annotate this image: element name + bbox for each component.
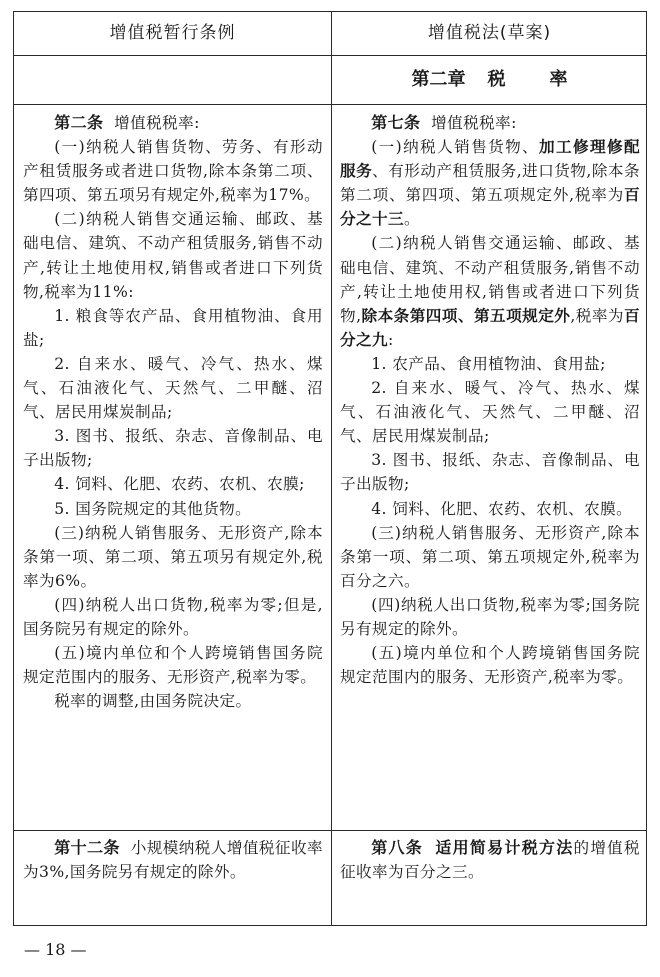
chapter-title-a: 税 [487,69,506,90]
article-title: 增值税税率: [114,114,200,132]
old-article-2 [14,111,331,713]
paragraph: (一)纳税人销售货物、加工修理修配服务、有形动产租赁服务,进口货物,除本条第二项、第四项、第五项规定外,税率为百分之十三。 [340,137,640,229]
article-number: 第十二条 [54,838,120,857]
new-article-7 [331,111,648,689]
chapter-heading [331,56,648,104]
header-right: 增值税法(草案) [427,23,552,43]
paragraph: (二)纳税人销售交通运输、邮政、基础电信、建筑、不动产租赁服务,销售不动产,转让土地使用权,销售或者进口下列货物,除本条第四项、第五项规定外,税率为百分之九: [340,234,641,349]
paragraph: 税率的调整,由国务院决定。 [54,692,252,711]
paragraph: (四)纳税人出口货物,税率为零;但是,国务院另有规定的除外。 [23,595,323,638]
amended-text: 百分之十三 [340,185,640,229]
page-number: — 18 — [24,940,87,959]
paragraph: (四)纳税人出口货物,税率为零;国务院另有规定的除外。 [340,595,640,638]
paragraph: 的增值税征收率为百分之三。 [340,839,641,882]
chapter-label: 第二章 [411,69,466,90]
article-title: 增值税税率: [431,114,517,132]
paragraph: (三)纳税人销售服务、无形资产,除本条第一项、第二项、第五项另有规定外,税率为6%。 [23,523,323,590]
article-number: 第八条 [371,838,423,857]
amended-text: 加工修理修配服务 [340,137,640,181]
paragraph: (五)境内单位和个人跨境销售国务院规定范围内的服务、无形资产,税率为零。 [23,644,323,687]
comparison-table [13,11,647,926]
amended-text: 除本条第四项、第五项规定外 [361,305,571,325]
old-article-12 [14,836,331,884]
paragraph: 2. 自来水、暖气、冷气、热水、煤气、石油液化气、天然气、二甲醚、沼气、居民用煤炭制品; [23,354,323,422]
paragraph: 4. 饲料、化肥、农药、农机、农膜。 [371,499,633,518]
article-number: 第二条 [54,113,104,132]
paragraph: (三)纳税人销售服务、无形资产,除本条第一项、第二项、第五项规定外,税率为百分之六。 [340,523,640,590]
paragraph: 1. 粮食等农产品、食用植物油、食用盐; [23,306,323,349]
paragraph: 2. 自来水、暖气、冷气、热水、煤气、石油液化气、天然气、二甲醚、沼气、居民用煤炭制品; [340,379,640,446]
row-divider [14,104,646,105]
article-number: 第七条 [371,113,421,132]
amended-text: 百分之九 [340,305,641,349]
chapter-title-b: 率 [549,69,568,90]
header-left: 增值税暂行条例 [109,23,236,43]
paragraph: 1. 农产品、食用植物油、食用盐; [371,354,606,373]
paragraph: (二)纳税人销售交通运输、邮政、基础电信、建筑、不动产租赁服务,销售不动产,转让土地使用权,销售或者进口下列货物,税率为11%: [23,210,323,301]
paragraph: (一)纳税人销售货物、劳务、有形动产租赁服务或者进口货物,除本条第二项、第四项、第五项另有规定外,税率为17%。 [23,138,323,205]
paragraph: (五)境内单位和个人跨境销售国务院规定范围内的服务、无形资产,税率为零。 [340,644,640,687]
paragraph: 5. 国务院规定的其他货物。 [54,499,252,518]
row-divider [14,830,646,831]
paragraph: 小规模纳税人增值税征收率为3%,国务院另有规定的除外。 [23,839,323,882]
amended-text: 适用简易计税方法 [435,838,574,857]
new-article-8 [331,836,648,884]
paragraph: 4. 饲料、化肥、农药、农机、农膜; [54,475,305,494]
paragraph: 3. 图书、报纸、杂志、音像制品、电子出版物; [340,451,640,494]
paragraph: 3. 图书、报纸、杂志、音像制品、电子出版物; [23,427,323,470]
